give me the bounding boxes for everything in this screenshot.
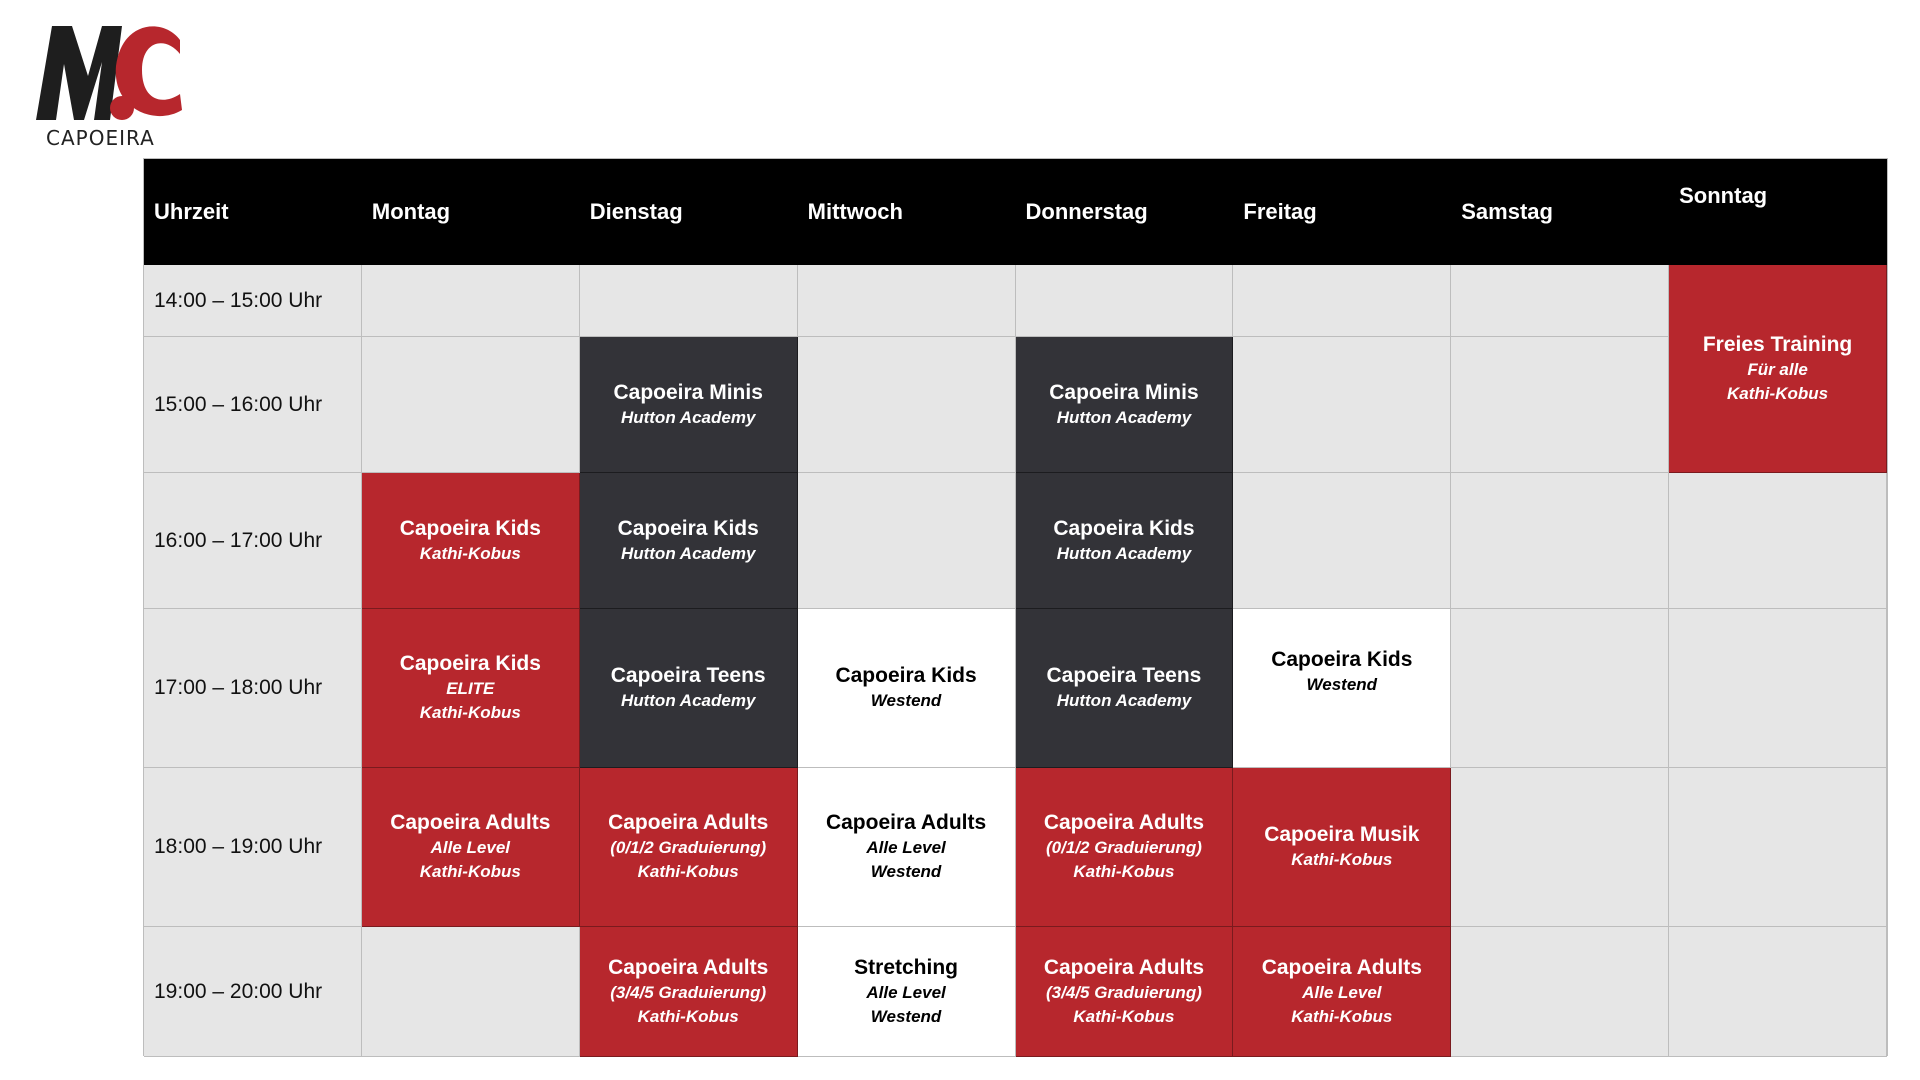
class-location: Kathi-Kobus: [637, 862, 739, 881]
class-title: Capoeira Adults: [390, 811, 551, 834]
header-freitag: Freitag: [1233, 159, 1451, 265]
class-detail: ELITE: [446, 679, 495, 698]
class-title: Capoeira Adults: [608, 955, 769, 979]
class-block-donnerstag-teens: [1016, 609, 1234, 768]
class-block-dienstag-teens: [580, 609, 798, 768]
class-detail: Alle Level: [430, 838, 510, 857]
class-block-dienstag-kids: [580, 473, 798, 609]
empty-cell: [1233, 265, 1451, 337]
class-title: Stretching: [854, 955, 958, 979]
class-title: Capoeira Kids: [617, 516, 759, 540]
empty-cell: [1451, 265, 1669, 337]
class-title: Capoeira Adults: [825, 811, 987, 834]
class-title: Capoeira Teens: [610, 664, 766, 687]
class-detail: Alle Level: [866, 838, 946, 857]
class-block-mittwoch-adults: [798, 768, 1016, 927]
class-detail: Alle Level: [866, 982, 946, 1002]
class-title: Capoeira Kids: [1271, 648, 1413, 671]
empty-cell: [1451, 473, 1669, 609]
class-title: Capoeira Kids: [399, 652, 541, 675]
class-location: Westend: [870, 862, 942, 881]
class-detail: (0/1/2 Graduierung): [610, 838, 767, 857]
class-location: Kathi-Kobus: [1727, 383, 1829, 403]
header-dienstag: Dienstag: [580, 159, 798, 265]
class-block-montag-adults: [362, 768, 580, 927]
empty-cell: [1451, 927, 1669, 1057]
header-montag: Montag: [362, 159, 580, 265]
class-title: Capoeira Minis: [1049, 380, 1199, 404]
class-block-montag-kids-elite: [362, 609, 580, 768]
empty-cell: [1669, 927, 1887, 1057]
empty-cell: [362, 337, 580, 473]
class-detail: Alle Level: [1302, 982, 1382, 1002]
class-block-donnerstag-adults-012: [1016, 768, 1234, 927]
empty-cell: [1233, 337, 1451, 473]
empty-cell: [1669, 609, 1887, 768]
class-title: Capoeira Adults: [608, 811, 769, 834]
class-location: Kathi-Kobus: [1291, 1006, 1393, 1026]
empty-cell: [1451, 337, 1669, 473]
empty-cell: [362, 927, 580, 1057]
empty-cell: [580, 265, 798, 337]
class-block-freitag-kids: [1233, 609, 1451, 768]
header-mittwoch: Mittwoch: [798, 159, 1016, 265]
class-title: Capoeira Teens: [1046, 664, 1202, 687]
time-slot: 17:00 – 18:00 Uhr: [144, 609, 362, 768]
class-block-mittwoch-kids: [798, 609, 1016, 768]
class-block-freitag-musik: [1233, 768, 1451, 927]
class-location: Kathi-Kobus: [1291, 850, 1393, 869]
timetable: [143, 158, 1888, 1056]
class-title: Capoeira Adults: [1043, 811, 1205, 834]
time-slot: 14:00 – 15:00 Uhr: [144, 265, 362, 337]
class-block-donnerstag-minis: [1016, 337, 1234, 473]
class-block-freitag-adults: [1233, 927, 1451, 1057]
class-block-montag-kids: [362, 473, 580, 609]
class-location: Westend: [870, 691, 942, 710]
empty-cell: [1016, 265, 1234, 337]
class-location: Hutton Academy: [620, 543, 756, 563]
class-location: Kathi-Kobus: [419, 703, 521, 722]
class-block-dienstag-minis: [580, 337, 798, 473]
class-title: Capoeira Minis: [613, 380, 763, 404]
class-location: Westend: [1306, 675, 1378, 694]
class-title: Capoeira Kids: [399, 516, 541, 540]
class-block-sonntag-freies-training: [1669, 265, 1887, 473]
class-location: Kathi-Kobus: [419, 862, 521, 881]
class-title: Capoeira Adults: [1043, 955, 1205, 979]
class-location: Hutton Academy: [1056, 691, 1192, 710]
class-block-mittwoch-stretching: [798, 927, 1016, 1057]
class-title: Capoeira Adults: [1261, 955, 1422, 979]
class-detail: (0/1/2 Graduierung): [1046, 838, 1202, 857]
empty-cell: [1451, 609, 1669, 768]
mc-capoeira-logo: [30, 14, 190, 150]
empty-cell: [798, 337, 1016, 473]
class-detail: Für alle: [1747, 359, 1808, 379]
class-location: Kathi-Kobus: [1073, 1006, 1175, 1026]
time-slot: 18:00 – 19:00 Uhr: [144, 768, 362, 927]
empty-cell: [1669, 473, 1887, 609]
header-samstag: Samstag: [1451, 159, 1669, 265]
class-location: Kathi-Kobus: [637, 1006, 739, 1026]
empty-cell: [1669, 768, 1887, 927]
logo-mark-icon: [30, 14, 190, 126]
class-title: Capoeira Kids: [1053, 516, 1195, 540]
class-detail: (3/4/5 Graduierung): [1046, 982, 1202, 1002]
time-slot: 16:00 – 17:00 Uhr: [144, 473, 362, 609]
class-location: Hutton Academy: [1056, 543, 1192, 563]
logo-text: CAPOEIRA: [46, 126, 155, 150]
class-title: Capoeira Kids: [835, 664, 977, 687]
class-location: Kathi-Kobus: [1073, 862, 1175, 881]
class-location: Hutton Academy: [1056, 407, 1192, 427]
header-donnerstag: Donnerstag: [1016, 159, 1234, 265]
class-location: Hutton Academy: [620, 407, 756, 427]
class-location: Hutton Academy: [620, 691, 756, 710]
empty-cell: [798, 265, 1016, 337]
header-time: Uhrzeit: [144, 159, 362, 265]
class-title: Freies Training: [1702, 332, 1853, 356]
class-block-donnerstag-adults-345: [1016, 927, 1234, 1057]
empty-cell: [1233, 473, 1451, 609]
class-block-dienstag-adults-345: [580, 927, 798, 1057]
empty-cell: [1451, 768, 1669, 927]
class-block-donnerstag-kids: [1016, 473, 1234, 609]
class-detail: (3/4/5 Graduierung): [610, 982, 767, 1002]
empty-cell: [362, 265, 580, 337]
empty-cell: [798, 473, 1016, 609]
class-location: Westend: [870, 1006, 942, 1026]
time-slot: 15:00 – 16:00 Uhr: [144, 337, 362, 473]
class-block-dienstag-adults-012: [580, 768, 798, 927]
class-title: Capoeira Musik: [1264, 823, 1420, 846]
header-sonntag: Sonntag: [1669, 159, 1887, 265]
class-location: Kathi-Kobus: [419, 543, 521, 563]
time-slot: 19:00 – 20:00 Uhr: [144, 927, 362, 1057]
